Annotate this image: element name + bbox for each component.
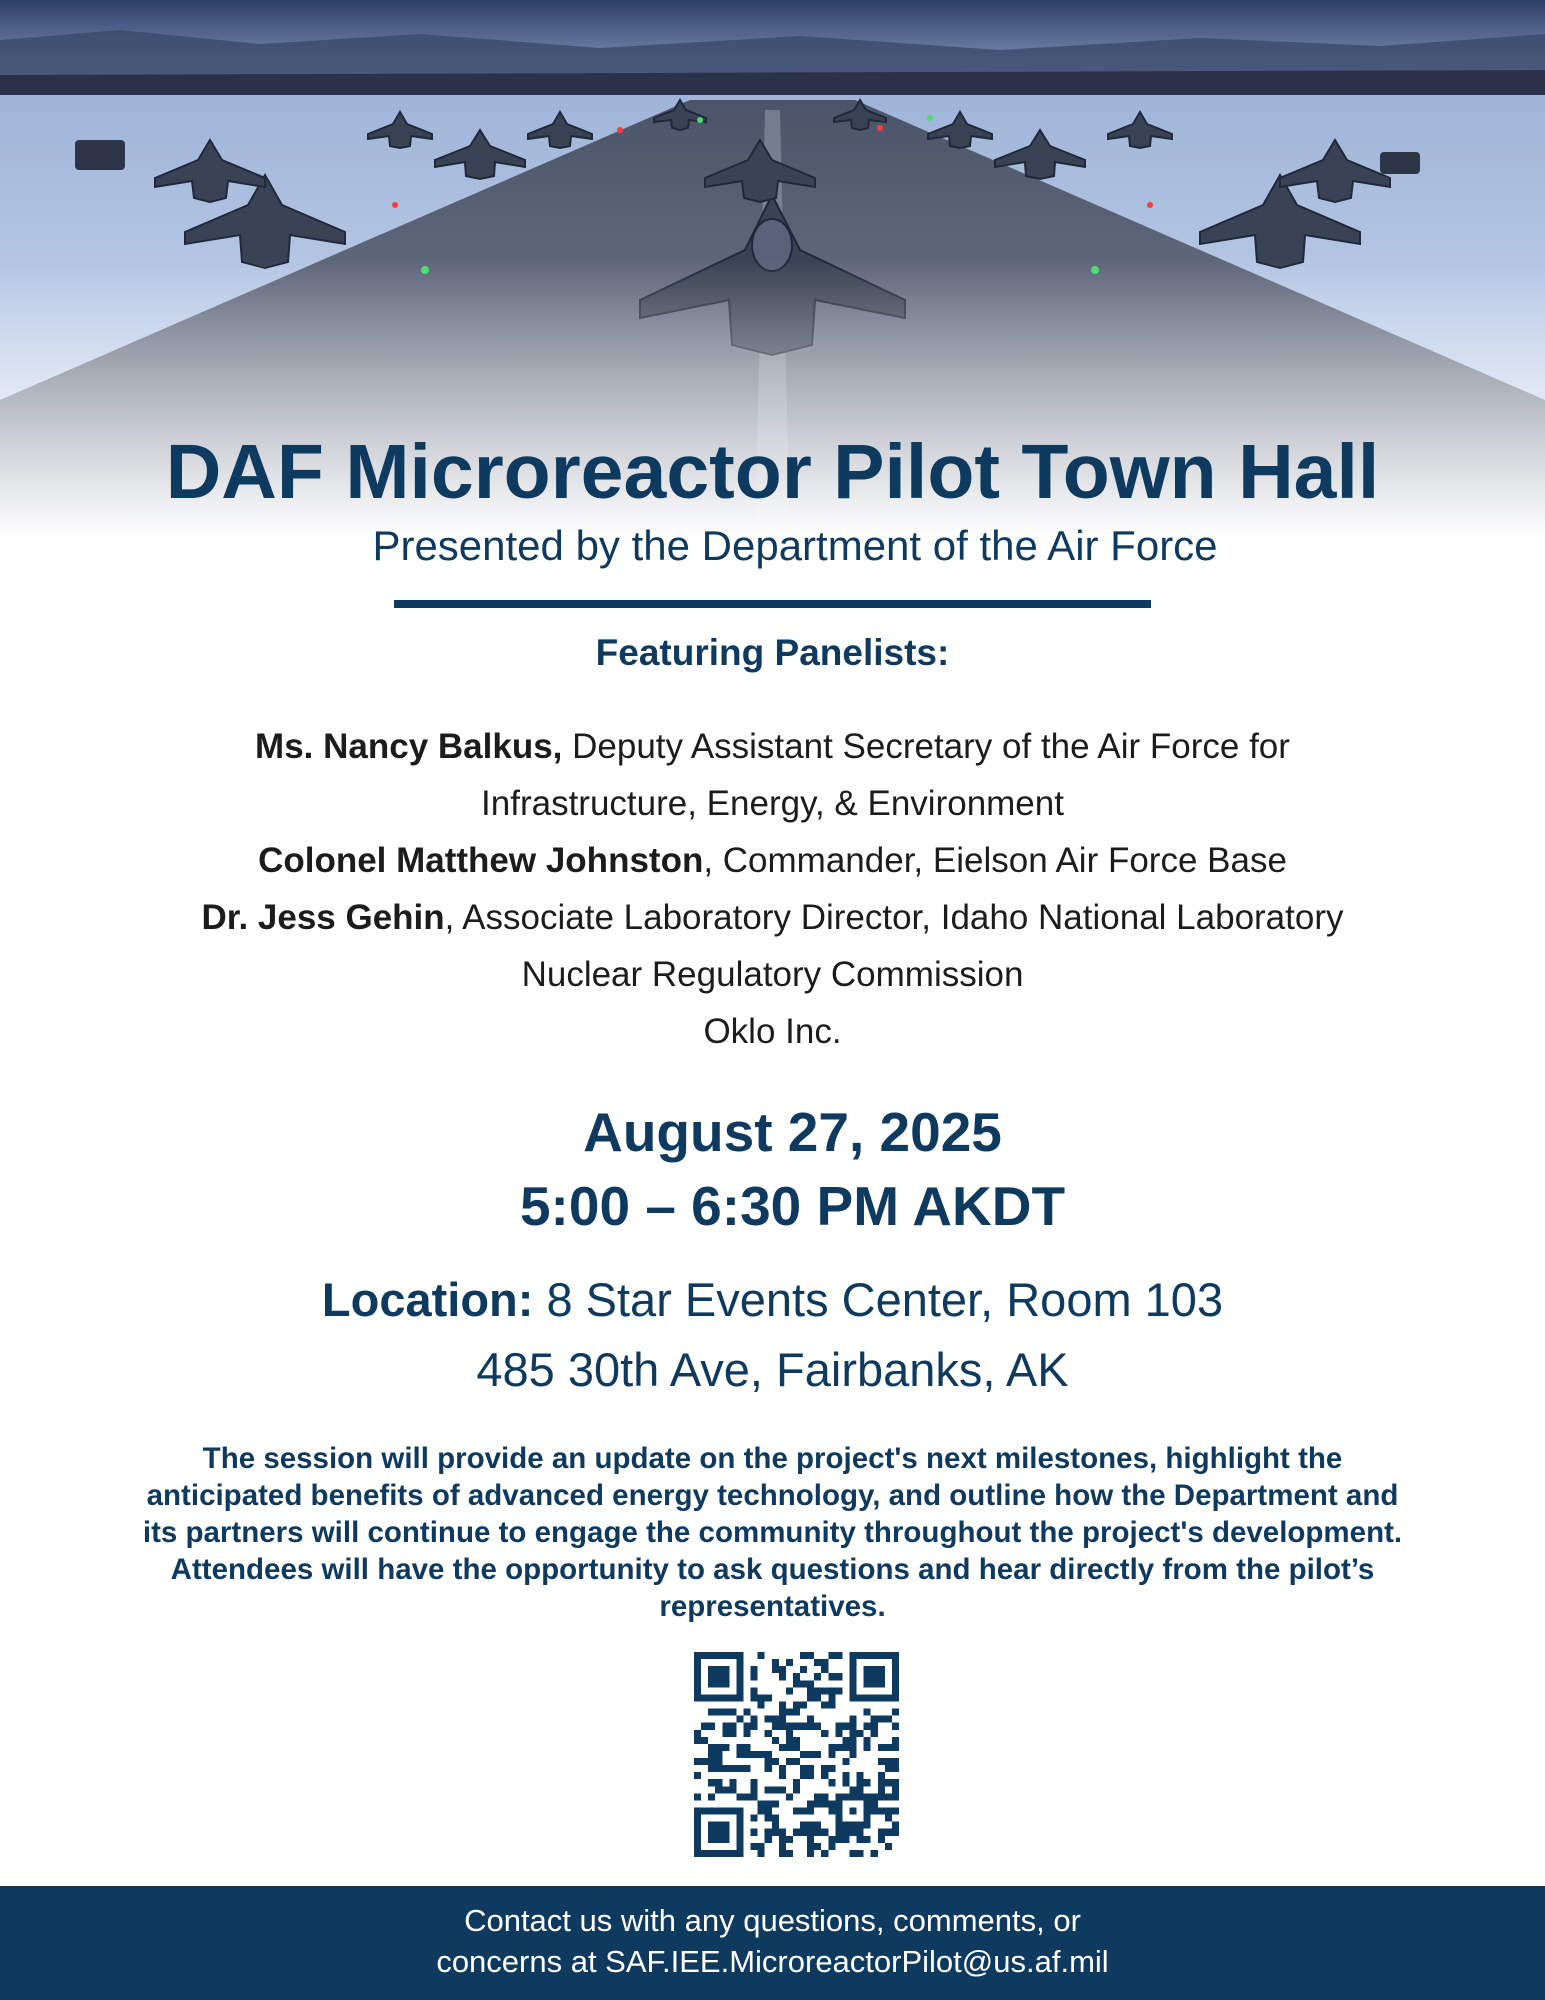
page-subtitle: Presented by the Department of the Air Force — [372, 522, 1218, 569]
title-divider — [394, 600, 1151, 608]
panelist-1-role: Deputy Assistant Secretary of the Air Force for — [562, 727, 1290, 766]
session-description: The session will provide an update on the project's next milestones, highlight the anticipated benefits of advanced energy technology, and outline how the Department and its partners will continue to engage the community throughout the project's development. Attendees will have the opportunity to ask questions and hear directly from the pilot’s representatives. — [142, 1442, 1403, 1623]
panelist-3 — [0, 889, 1545, 946]
footer-contact-email[interactable]: concerns at SAF.IEE.MicroreactorPilot@us.af.mil — [436, 1944, 1109, 1979]
panelist-org-oklo: Oklo Inc. — [703, 1012, 842, 1051]
event-time: 5:00 – 6:30 PM AKDT — [519, 1175, 1066, 1237]
panelist-3-name: Dr. Jess Gehin — [201, 898, 445, 937]
qr-code-graphic — [694, 1652, 899, 1857]
panelist-2-role: , Commander, Eielson Air Force Base — [703, 841, 1287, 880]
panelist-list — [0, 718, 1545, 1060]
panelist-2-name: Colonel Matthew Johnston — [258, 841, 704, 880]
event-location — [0, 1265, 1545, 1405]
footer-line-1: Contact us with any questions, comments, or — [464, 1903, 1081, 1938]
panelist-2 — [0, 832, 1545, 889]
qr-code-icon[interactable] — [694, 1652, 899, 1857]
panelist-1-role-cont: Infrastructure, Energy, & Environment — [481, 784, 1064, 823]
location-address: 485 30th Ave, Fairbanks, AK — [476, 1343, 1069, 1396]
location-venue: 8 Star Events Center, Room 103 — [533, 1273, 1224, 1326]
panelist-3-role: , Associate Laboratory Director, Idaho National Laboratory — [444, 898, 1344, 937]
page-title: DAF Microreactor Pilot Town Hall — [165, 429, 1380, 515]
panelist-1-name: Ms. Nancy Balkus, — [255, 727, 563, 766]
location-line-1 — [0, 1265, 1545, 1335]
location-label: Location: — [321, 1273, 534, 1326]
panelist-org-nrc: Nuclear Regulatory Commission — [521, 955, 1024, 994]
event-datetime — [0, 1095, 1545, 1243]
featuring-heading: Featuring Panelists: — [595, 632, 950, 673]
contact-footer — [0, 1886, 1545, 2000]
event-date: August 27, 2025 — [583, 1101, 1002, 1163]
panelist-1 — [0, 718, 1545, 775]
